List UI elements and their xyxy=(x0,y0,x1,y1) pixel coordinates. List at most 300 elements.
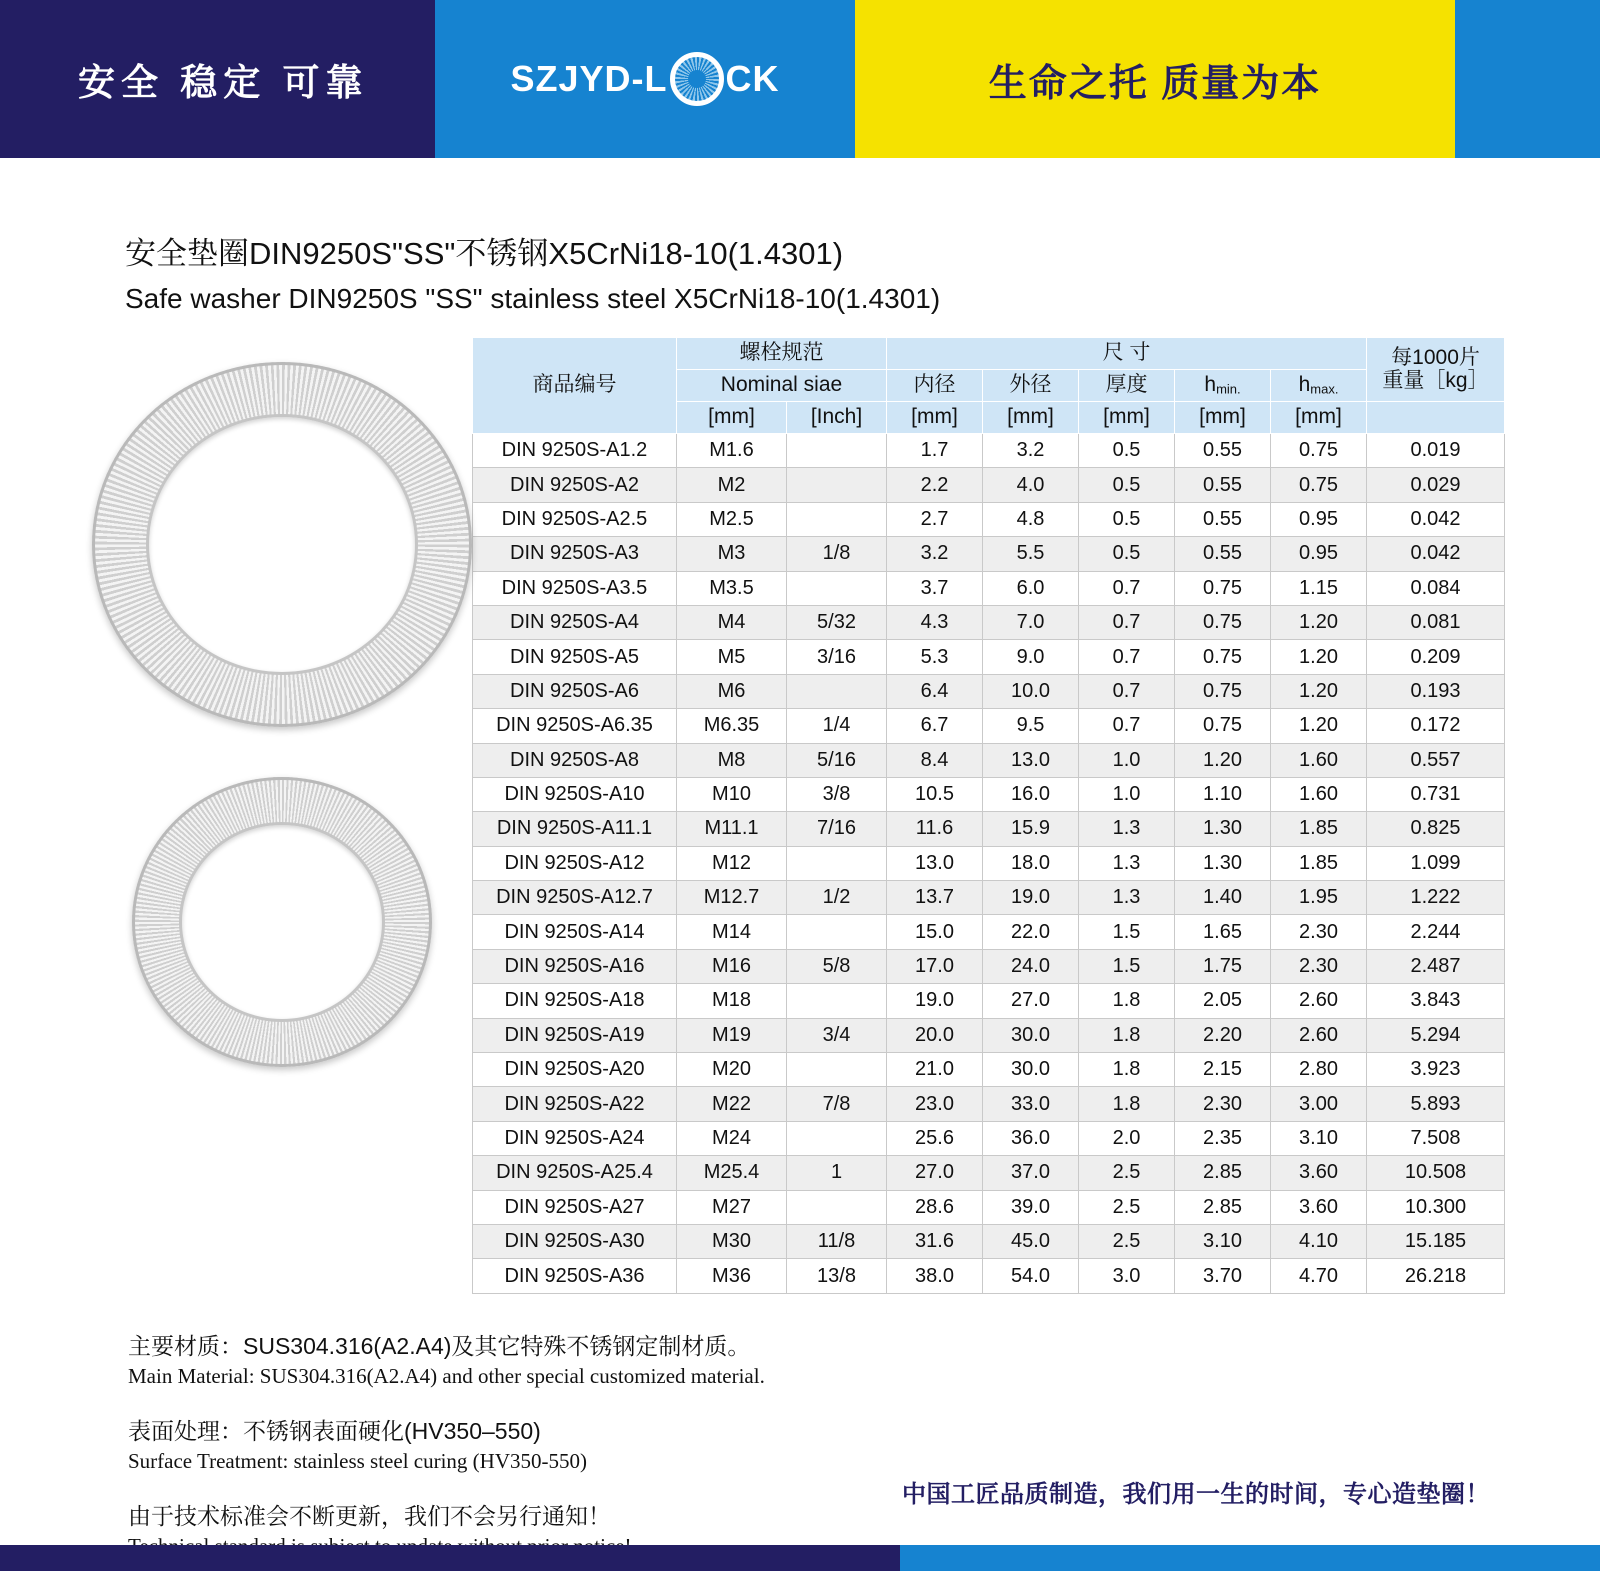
table-row xyxy=(473,434,1505,468)
cell-inner-dia: 19.0 xyxy=(887,984,983,1018)
cell-weight: 10.508 xyxy=(1367,1156,1505,1190)
lock-ring-icon xyxy=(670,52,724,106)
cell-h-max: 1.85 xyxy=(1271,846,1367,880)
cell-thickness: 1.3 xyxy=(1079,812,1175,846)
cell-thickness: 0.7 xyxy=(1079,674,1175,708)
table-row xyxy=(473,709,1505,743)
cell-inner-dia: 5.3 xyxy=(887,640,983,674)
cell-inner-dia: 11.6 xyxy=(887,812,983,846)
cell-h-max: 0.95 xyxy=(1271,537,1367,571)
cell-outer-dia: 4.0 xyxy=(983,468,1079,502)
th-unit-mm: [mm] xyxy=(677,402,787,434)
cell-h-max: 2.60 xyxy=(1271,1018,1367,1052)
cell-outer-dia: 22.0 xyxy=(983,915,1079,949)
cell-inner-dia: 21.0 xyxy=(887,1053,983,1087)
th-unit-mm-th: [mm] xyxy=(1079,402,1175,434)
table-row xyxy=(473,1053,1505,1087)
cell-thickness: 2.5 xyxy=(1079,1156,1175,1190)
header-right-slogan: 生命之托 质量为本 xyxy=(988,62,1322,105)
table-row xyxy=(473,674,1505,708)
header-left-band xyxy=(0,0,435,158)
cell-outer-dia: 4.8 xyxy=(983,502,1079,536)
cell-weight: 15.185 xyxy=(1367,1224,1505,1258)
cell-h-max: 2.30 xyxy=(1271,949,1367,983)
cell-h-min: 2.15 xyxy=(1175,1053,1271,1087)
cell-weight: 7.508 xyxy=(1367,1121,1505,1155)
cell-inner-dia: 31.6 xyxy=(887,1224,983,1258)
cell-weight: 3.843 xyxy=(1367,984,1505,1018)
cell-weight: 0.209 xyxy=(1367,640,1505,674)
cell-nominal-inch xyxy=(787,984,887,1018)
cell-inner-dia: 2.2 xyxy=(887,468,983,502)
cell-h-max: 0.75 xyxy=(1271,468,1367,502)
th-h-min-main: h xyxy=(1204,373,1217,397)
table-row xyxy=(473,1259,1505,1293)
cell-nominal-mm: M20 xyxy=(677,1053,787,1087)
cell-nominal-inch: 5/8 xyxy=(787,949,887,983)
th-weight-line1: 每1000片 xyxy=(1391,346,1480,370)
cell-h-min: 0.55 xyxy=(1175,434,1271,468)
cell-outer-dia: 30.0 xyxy=(983,1053,1079,1087)
page-title-block xyxy=(0,158,1600,315)
cell-h-min: 2.85 xyxy=(1175,1156,1271,1190)
cell-outer-dia: 27.0 xyxy=(983,984,1079,1018)
cell-h-min: 1.40 xyxy=(1175,881,1271,915)
cell-nominal-mm: M6.35 xyxy=(677,709,787,743)
cell-thickness: 1.5 xyxy=(1079,915,1175,949)
cell-nominal-inch: 3/8 xyxy=(787,777,887,811)
cell-outer-dia: 13.0 xyxy=(983,743,1079,777)
cell-weight: 2.244 xyxy=(1367,915,1505,949)
cell-nominal-inch: 1/4 xyxy=(787,709,887,743)
cell-weight: 0.731 xyxy=(1367,777,1505,811)
cell-product-no: DIN 9250S-A16 xyxy=(473,949,677,983)
cell-outer-dia: 30.0 xyxy=(983,1018,1079,1052)
cell-product-no: DIN 9250S-A1.2 xyxy=(473,434,677,468)
th-h-min xyxy=(1175,370,1271,402)
note-en: Main Material: SUS304.316(A2.A4) and other special customized material. xyxy=(128,1363,765,1388)
cell-outer-dia: 7.0 xyxy=(983,605,1079,639)
table-row xyxy=(473,502,1505,536)
cell-weight: 0.084 xyxy=(1367,571,1505,605)
cell-h-max: 4.10 xyxy=(1271,1224,1367,1258)
cell-nominal-inch: 1 xyxy=(787,1156,887,1190)
cell-weight: 0.557 xyxy=(1367,743,1505,777)
cell-nominal-inch xyxy=(787,1053,887,1087)
cell-h-max: 1.20 xyxy=(1271,605,1367,639)
cell-nominal-inch xyxy=(787,915,887,949)
th-bolt-spec-cn: 螺栓规范 xyxy=(677,338,887,370)
cell-nominal-inch xyxy=(787,571,887,605)
washer-small-hole xyxy=(179,822,385,1022)
cell-h-min: 0.75 xyxy=(1175,640,1271,674)
cell-product-no: DIN 9250S-A36 xyxy=(473,1259,677,1293)
cell-product-no: DIN 9250S-A25.4 xyxy=(473,1156,677,1190)
cell-thickness: 1.3 xyxy=(1079,881,1175,915)
cell-product-no: DIN 9250S-A2.5 xyxy=(473,502,677,536)
cell-weight: 26.218 xyxy=(1367,1259,1505,1293)
cell-nominal-mm: M3 xyxy=(677,537,787,571)
cell-h-min: 2.30 xyxy=(1175,1087,1271,1121)
cell-outer-dia: 10.0 xyxy=(983,674,1079,708)
cell-product-no: DIN 9250S-A24 xyxy=(473,1121,677,1155)
th-thickness: 厚度 xyxy=(1079,370,1175,402)
cell-outer-dia: 3.2 xyxy=(983,434,1079,468)
cell-h-min: 0.55 xyxy=(1175,468,1271,502)
cell-nominal-mm: M5 xyxy=(677,640,787,674)
cell-thickness: 0.7 xyxy=(1079,640,1175,674)
page-header xyxy=(0,0,1600,158)
th-unit-mm-id: [mm] xyxy=(887,402,983,434)
cell-h-min: 2.85 xyxy=(1175,1190,1271,1224)
cell-nominal-mm: M36 xyxy=(677,1259,787,1293)
cell-inner-dia: 23.0 xyxy=(887,1087,983,1121)
cell-product-no: DIN 9250S-A27 xyxy=(473,1190,677,1224)
cell-nominal-mm: M8 xyxy=(677,743,787,777)
table-header xyxy=(473,338,1505,434)
cell-nominal-inch xyxy=(787,468,887,502)
th-h-max-main: h xyxy=(1298,373,1311,397)
th-unit-inch: [Inch] xyxy=(787,402,887,434)
cell-nominal-inch: 7/8 xyxy=(787,1087,887,1121)
cell-nominal-mm: M30 xyxy=(677,1224,787,1258)
table-row xyxy=(473,915,1505,949)
cell-h-min: 1.65 xyxy=(1175,915,1271,949)
cell-inner-dia: 13.0 xyxy=(887,846,983,880)
note-cn: 主要材质：SUS304.316(A2.A4)及其它特殊不锈钢定制材质。 xyxy=(128,1332,751,1359)
cell-nominal-mm: M1.6 xyxy=(677,434,787,468)
cell-h-max: 1.60 xyxy=(1271,777,1367,811)
cell-thickness: 0.5 xyxy=(1079,537,1175,571)
cell-product-no: DIN 9250S-A20 xyxy=(473,1053,677,1087)
cell-nominal-inch: 7/16 xyxy=(787,812,887,846)
th-unit-mm-od: [mm] xyxy=(983,402,1079,434)
table-row xyxy=(473,846,1505,880)
cell-thickness: 1.0 xyxy=(1079,743,1175,777)
cell-thickness: 0.7 xyxy=(1079,571,1175,605)
cell-nominal-mm: M10 xyxy=(677,777,787,811)
table-row xyxy=(473,1156,1505,1190)
cell-nominal-inch: 1/2 xyxy=(787,881,887,915)
cell-inner-dia: 15.0 xyxy=(887,915,983,949)
cell-outer-dia: 54.0 xyxy=(983,1259,1079,1293)
cell-outer-dia: 39.0 xyxy=(983,1190,1079,1224)
cell-product-no: DIN 9250S-A3 xyxy=(473,537,677,571)
logo-text-right: CK xyxy=(725,58,780,99)
cell-weight: 0.193 xyxy=(1367,674,1505,708)
cell-weight: 0.019 xyxy=(1367,434,1505,468)
cell-nominal-inch: 1/8 xyxy=(787,537,887,571)
th-outer-dia: 外径 xyxy=(983,370,1079,402)
cell-outer-dia: 15.9 xyxy=(983,812,1079,846)
cell-h-min: 0.75 xyxy=(1175,674,1271,708)
cell-outer-dia: 36.0 xyxy=(983,1121,1079,1155)
cell-inner-dia: 3.7 xyxy=(887,571,983,605)
footer-bar-blue xyxy=(900,1545,1600,1571)
cell-nominal-mm: M2.5 xyxy=(677,502,787,536)
cell-nominal-mm: M4 xyxy=(677,605,787,639)
table-row xyxy=(473,1018,1505,1052)
cell-inner-dia: 6.7 xyxy=(887,709,983,743)
cell-h-min: 1.75 xyxy=(1175,949,1271,983)
cell-nominal-mm: M25.4 xyxy=(677,1156,787,1190)
cell-outer-dia: 24.0 xyxy=(983,949,1079,983)
cell-thickness: 0.7 xyxy=(1079,709,1175,743)
cell-product-no: DIN 9250S-A14 xyxy=(473,915,677,949)
header-left-slogan: 安全 稳定 可靠 xyxy=(78,62,369,103)
cell-product-no: DIN 9250S-A3.5 xyxy=(473,571,677,605)
th-h-max-sub: max. xyxy=(1310,381,1339,397)
logo-text-left: SZJYD-L xyxy=(510,58,668,99)
cell-weight: 5.893 xyxy=(1367,1087,1505,1121)
cell-product-no: DIN 9250S-A18 xyxy=(473,984,677,1018)
cell-nominal-inch xyxy=(787,846,887,880)
cell-product-no: DIN 9250S-A12 xyxy=(473,846,677,880)
cell-nominal-inch xyxy=(787,434,887,468)
table-row xyxy=(473,1190,1505,1224)
cell-h-max: 1.60 xyxy=(1271,743,1367,777)
spec-table-area xyxy=(472,337,1600,1294)
cell-inner-dia: 3.2 xyxy=(887,537,983,571)
cell-outer-dia: 9.0 xyxy=(983,640,1079,674)
cell-h-max: 2.30 xyxy=(1271,915,1367,949)
cell-product-no: DIN 9250S-A6.35 xyxy=(473,709,677,743)
washer-large-photo xyxy=(92,362,472,727)
cell-nominal-inch: 11/8 xyxy=(787,1224,887,1258)
cell-thickness: 1.8 xyxy=(1079,1053,1175,1087)
cell-product-no: DIN 9250S-A11.1 xyxy=(473,812,677,846)
th-dimension-cn: 尺 寸 xyxy=(887,338,1367,370)
cell-nominal-inch: 5/32 xyxy=(787,605,887,639)
cell-h-min: 1.10 xyxy=(1175,777,1271,811)
cell-h-min: 0.75 xyxy=(1175,571,1271,605)
page-footer-bar xyxy=(0,1545,1600,1571)
cell-nominal-mm: M24 xyxy=(677,1121,787,1155)
cell-weight: 0.042 xyxy=(1367,537,1505,571)
cell-product-no: DIN 9250S-A2 xyxy=(473,468,677,502)
cell-product-no: DIN 9250S-A12.7 xyxy=(473,881,677,915)
cell-h-max: 1.20 xyxy=(1271,674,1367,708)
cell-outer-dia: 45.0 xyxy=(983,1224,1079,1258)
cell-nominal-mm: M11.1 xyxy=(677,812,787,846)
cell-inner-dia: 10.5 xyxy=(887,777,983,811)
th-weight-line2: 重量［kg］ xyxy=(1382,368,1489,392)
product-photos xyxy=(0,337,472,1294)
cell-nominal-inch xyxy=(787,502,887,536)
washer-large-hole xyxy=(146,414,418,675)
specification-table xyxy=(472,337,1505,1294)
brand-logo xyxy=(510,52,779,106)
cell-outer-dia: 37.0 xyxy=(983,1156,1079,1190)
header-end-band xyxy=(1455,0,1600,158)
cell-h-min: 1.30 xyxy=(1175,812,1271,846)
cell-thickness: 0.5 xyxy=(1079,502,1175,536)
footer-tagline: 中国工匠品质制造，我们用一生的时间，专心造垫圈！ xyxy=(902,1481,1490,1508)
th-weight-unit xyxy=(1367,402,1505,434)
th-bolt-spec-en: Nominal siae xyxy=(677,370,887,402)
header-right-band xyxy=(855,0,1455,158)
cell-outer-dia: 9.5 xyxy=(983,709,1079,743)
cell-weight: 10.300 xyxy=(1367,1190,1505,1224)
cell-thickness: 2.0 xyxy=(1079,1121,1175,1155)
cell-thickness: 1.8 xyxy=(1079,984,1175,1018)
cell-h-max: 1.20 xyxy=(1271,640,1367,674)
cell-weight: 2.487 xyxy=(1367,949,1505,983)
table-row xyxy=(473,984,1505,1018)
cell-h-max: 3.00 xyxy=(1271,1087,1367,1121)
cell-h-min: 1.30 xyxy=(1175,846,1271,880)
cell-product-no: DIN 9250S-A4 xyxy=(473,605,677,639)
cell-weight: 0.029 xyxy=(1367,468,1505,502)
cell-outer-dia: 18.0 xyxy=(983,846,1079,880)
cell-nominal-inch: 3/16 xyxy=(787,640,887,674)
footer-bar-navy xyxy=(0,1545,900,1571)
cell-nominal-inch xyxy=(787,1121,887,1155)
table-row xyxy=(473,881,1505,915)
th-inner-dia: 内径 xyxy=(887,370,983,402)
cell-thickness: 0.5 xyxy=(1079,434,1175,468)
table-body xyxy=(473,434,1505,1294)
cell-nominal-mm: M6 xyxy=(677,674,787,708)
table-row xyxy=(473,571,1505,605)
cell-outer-dia: 19.0 xyxy=(983,881,1079,915)
th-product-no: 商品编号 xyxy=(473,338,677,434)
table-row xyxy=(473,949,1505,983)
cell-product-no: DIN 9250S-A19 xyxy=(473,1018,677,1052)
cell-inner-dia: 13.7 xyxy=(887,881,983,915)
cell-h-max: 4.70 xyxy=(1271,1259,1367,1293)
washer-small-photo xyxy=(132,777,432,1067)
cell-nominal-inch: 3/4 xyxy=(787,1018,887,1052)
cell-h-min: 0.55 xyxy=(1175,537,1271,571)
table-row xyxy=(473,468,1505,502)
cell-inner-dia: 25.6 xyxy=(887,1121,983,1155)
cell-inner-dia: 8.4 xyxy=(887,743,983,777)
table-row xyxy=(473,640,1505,674)
notes-block xyxy=(0,1294,1600,1559)
cell-nominal-inch: 5/16 xyxy=(787,743,887,777)
cell-inner-dia: 6.4 xyxy=(887,674,983,708)
table-row xyxy=(473,537,1505,571)
cell-h-min: 0.55 xyxy=(1175,502,1271,536)
cell-thickness: 1.8 xyxy=(1079,1018,1175,1052)
cell-weight: 0.172 xyxy=(1367,709,1505,743)
note-item xyxy=(128,1328,1600,1389)
cell-thickness: 1.3 xyxy=(1079,846,1175,880)
cell-inner-dia: 1.7 xyxy=(887,434,983,468)
table-row xyxy=(473,1224,1505,1258)
cell-nominal-inch xyxy=(787,1190,887,1224)
cell-thickness: 0.5 xyxy=(1079,468,1175,502)
table-row xyxy=(473,777,1505,811)
cell-nominal-mm: M12 xyxy=(677,846,787,880)
cell-h-max: 3.10 xyxy=(1271,1121,1367,1155)
cell-nominal-mm: M27 xyxy=(677,1190,787,1224)
table-row xyxy=(473,1121,1505,1155)
cell-product-no: DIN 9250S-A5 xyxy=(473,640,677,674)
cell-h-min: 0.75 xyxy=(1175,709,1271,743)
cell-h-max: 1.85 xyxy=(1271,812,1367,846)
page-title-en: Safe washer DIN9250S "SS" stainless steel X5CrNi18-10(1.4301) xyxy=(125,283,941,314)
header-logo-band xyxy=(435,0,855,158)
th-h-min-sub: min. xyxy=(1216,381,1241,397)
content-area xyxy=(0,315,1600,1294)
cell-outer-dia: 6.0 xyxy=(983,571,1079,605)
cell-weight: 1.222 xyxy=(1367,881,1505,915)
table-row xyxy=(473,812,1505,846)
cell-product-no: DIN 9250S-A30 xyxy=(473,1224,677,1258)
cell-nominal-mm: M3.5 xyxy=(677,571,787,605)
cell-h-min: 0.75 xyxy=(1175,605,1271,639)
cell-inner-dia: 38.0 xyxy=(887,1259,983,1293)
cell-nominal-mm: M18 xyxy=(677,984,787,1018)
th-unit-mm-hmin: [mm] xyxy=(1175,402,1271,434)
cell-inner-dia: 28.6 xyxy=(887,1190,983,1224)
cell-inner-dia: 4.3 xyxy=(887,605,983,639)
cell-h-max: 2.80 xyxy=(1271,1053,1367,1087)
cell-weight: 3.923 xyxy=(1367,1053,1505,1087)
cell-nominal-mm: M12.7 xyxy=(677,881,787,915)
cell-nominal-inch: 13/8 xyxy=(787,1259,887,1293)
cell-nominal-mm: M14 xyxy=(677,915,787,949)
cell-h-min: 2.35 xyxy=(1175,1121,1271,1155)
cell-nominal-mm: M16 xyxy=(677,949,787,983)
cell-h-min: 3.70 xyxy=(1175,1259,1271,1293)
cell-weight: 0.081 xyxy=(1367,605,1505,639)
cell-outer-dia: 33.0 xyxy=(983,1087,1079,1121)
cell-thickness: 1.0 xyxy=(1079,777,1175,811)
cell-nominal-inch xyxy=(787,674,887,708)
page-title-cn: 安全垫圈DIN9250S"SS"不锈钢X5CrNi18-10(1.4301) xyxy=(125,236,844,271)
cell-weight: 1.099 xyxy=(1367,846,1505,880)
note-cn: 由于技术标准会不断更新，我们不会另行通知！ xyxy=(128,1502,611,1529)
cell-h-min: 2.05 xyxy=(1175,984,1271,1018)
th-weight xyxy=(1367,338,1505,402)
cell-product-no: DIN 9250S-A8 xyxy=(473,743,677,777)
cell-thickness: 2.5 xyxy=(1079,1190,1175,1224)
cell-h-max: 1.15 xyxy=(1271,571,1367,605)
cell-h-max: 2.60 xyxy=(1271,984,1367,1018)
cell-inner-dia: 2.7 xyxy=(887,502,983,536)
cell-inner-dia: 17.0 xyxy=(887,949,983,983)
note-en: Surface Treatment: stainless steel curing (HV350-550) xyxy=(128,1448,587,1473)
cell-inner-dia: 27.0 xyxy=(887,1156,983,1190)
cell-h-min: 1.20 xyxy=(1175,743,1271,777)
note-cn: 表面处理：不锈钢表面硬化(HV350–550) xyxy=(128,1417,541,1444)
th-unit-mm-hmax: [mm] xyxy=(1271,402,1367,434)
table-row xyxy=(473,605,1505,639)
th-h-max xyxy=(1271,370,1367,402)
cell-thickness: 1.8 xyxy=(1079,1087,1175,1121)
cell-h-max: 3.60 xyxy=(1271,1156,1367,1190)
table-row xyxy=(473,1087,1505,1121)
cell-thickness: 1.5 xyxy=(1079,949,1175,983)
cell-h-min: 2.20 xyxy=(1175,1018,1271,1052)
cell-thickness: 2.5 xyxy=(1079,1224,1175,1258)
note-item xyxy=(128,1413,1600,1474)
table-row xyxy=(473,743,1505,777)
cell-h-max: 1.95 xyxy=(1271,881,1367,915)
cell-inner-dia: 20.0 xyxy=(887,1018,983,1052)
cell-product-no: DIN 9250S-A22 xyxy=(473,1087,677,1121)
cell-thickness: 3.0 xyxy=(1079,1259,1175,1293)
cell-weight: 0.042 xyxy=(1367,502,1505,536)
cell-outer-dia: 16.0 xyxy=(983,777,1079,811)
cell-nominal-mm: M22 xyxy=(677,1087,787,1121)
cell-h-max: 3.60 xyxy=(1271,1190,1367,1224)
cell-product-no: DIN 9250S-A6 xyxy=(473,674,677,708)
cell-h-min: 3.10 xyxy=(1175,1224,1271,1258)
